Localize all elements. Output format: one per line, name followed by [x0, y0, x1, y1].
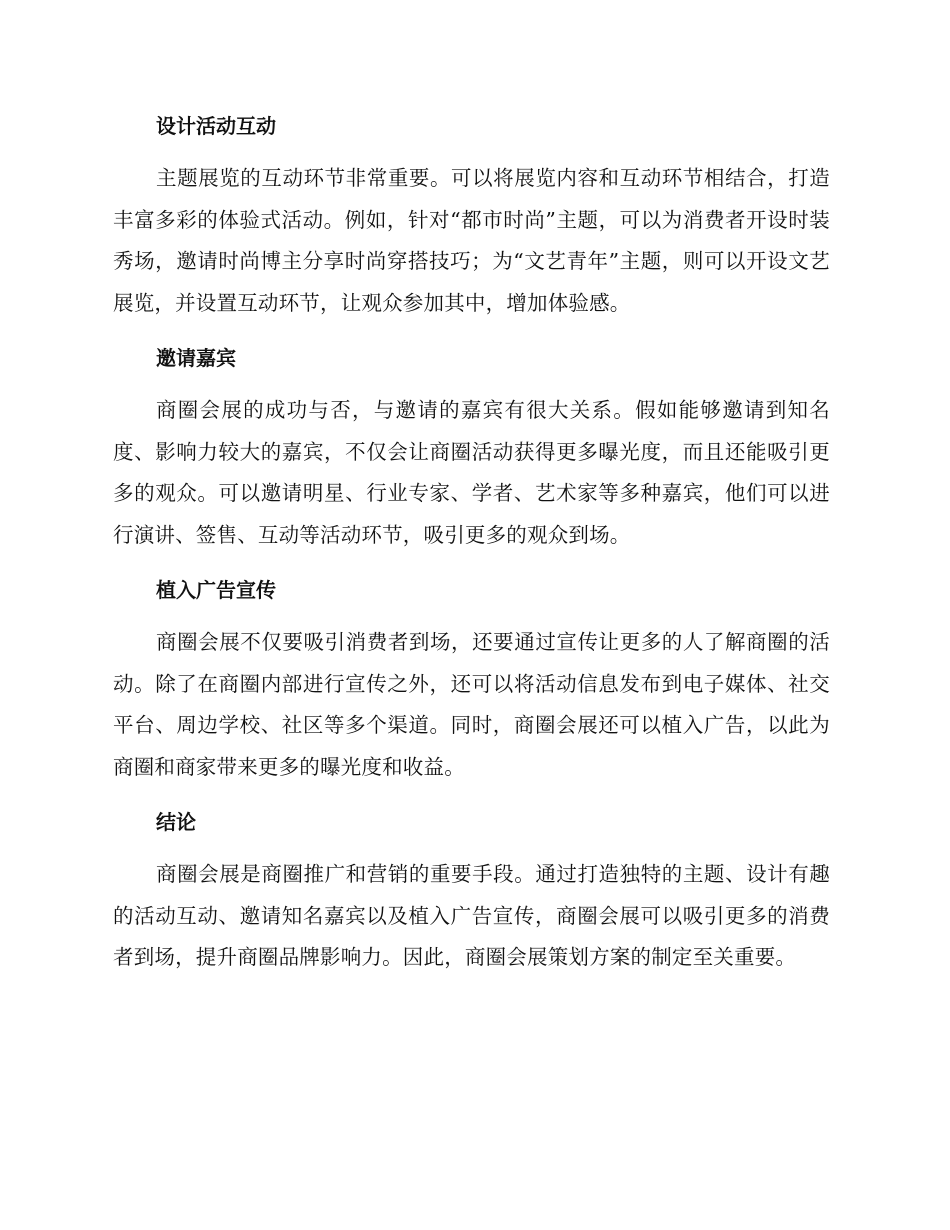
document-page: [113, 110, 830, 997]
section-paragraph: 主题展览的互动环节非常重要。可以将展览内容和互动环节相结合，打造丰富多彩的体验式活动。例如，针对“都市时尚”主题，可以为消费者开设时装秀场，邀请时尚博主分享时尚穿搭技巧；为“文艺青年”主题，则可以开设文艺展览，并设置互动环节，让观众参加其中，增加体验感。: [113, 166, 830, 315]
section-advertising: [113, 574, 830, 788]
section-paragraph: 商圈会展的成功与否，与邀请的嘉宾有很大关系。假如能够邀请到知名度、影响力较大的嘉宾，不仅会让商圈活动获得更多曝光度，而且还能吸引更多的观众。可以邀请明星、行业专家、学者、艺术家等多种嘉宾，他们可以进行演讲、签售、互动等活动环节，吸引更多的观众到场。: [113, 398, 830, 547]
section-heading: 设计活动互动: [156, 114, 276, 138]
section-heading: 邀请嘉宾: [156, 346, 236, 370]
section-heading: 植入广告宣传: [156, 578, 276, 602]
section-paragraph: 商圈会展不仅要吸引消费者到场，还要通过宣传让更多的人了解商圈的活动。除了在商圈内部进行宣传之外，还可以将活动信息发布到电子媒体、社交平台、周边学校、社区等多个渠道。同时，商圈会展还可以植入广告，以此为商圈和商家带来更多的曝光度和收益。: [113, 630, 830, 779]
section-activity-interaction: [113, 110, 830, 324]
section-heading: 结论: [156, 810, 196, 834]
section-conclusion: [113, 806, 830, 979]
section-invite-guests: [113, 342, 830, 556]
section-paragraph: 商圈会展是商圈推广和营销的重要手段。通过打造独特的主题、设计有趣的活动互动、邀请知名嘉宾以及植入广告宣传，商圈会展可以吸引更多的消费者到场，提升商圈品牌影响力。因此，商圈会展策划方案的制定至关重要。: [113, 862, 830, 969]
